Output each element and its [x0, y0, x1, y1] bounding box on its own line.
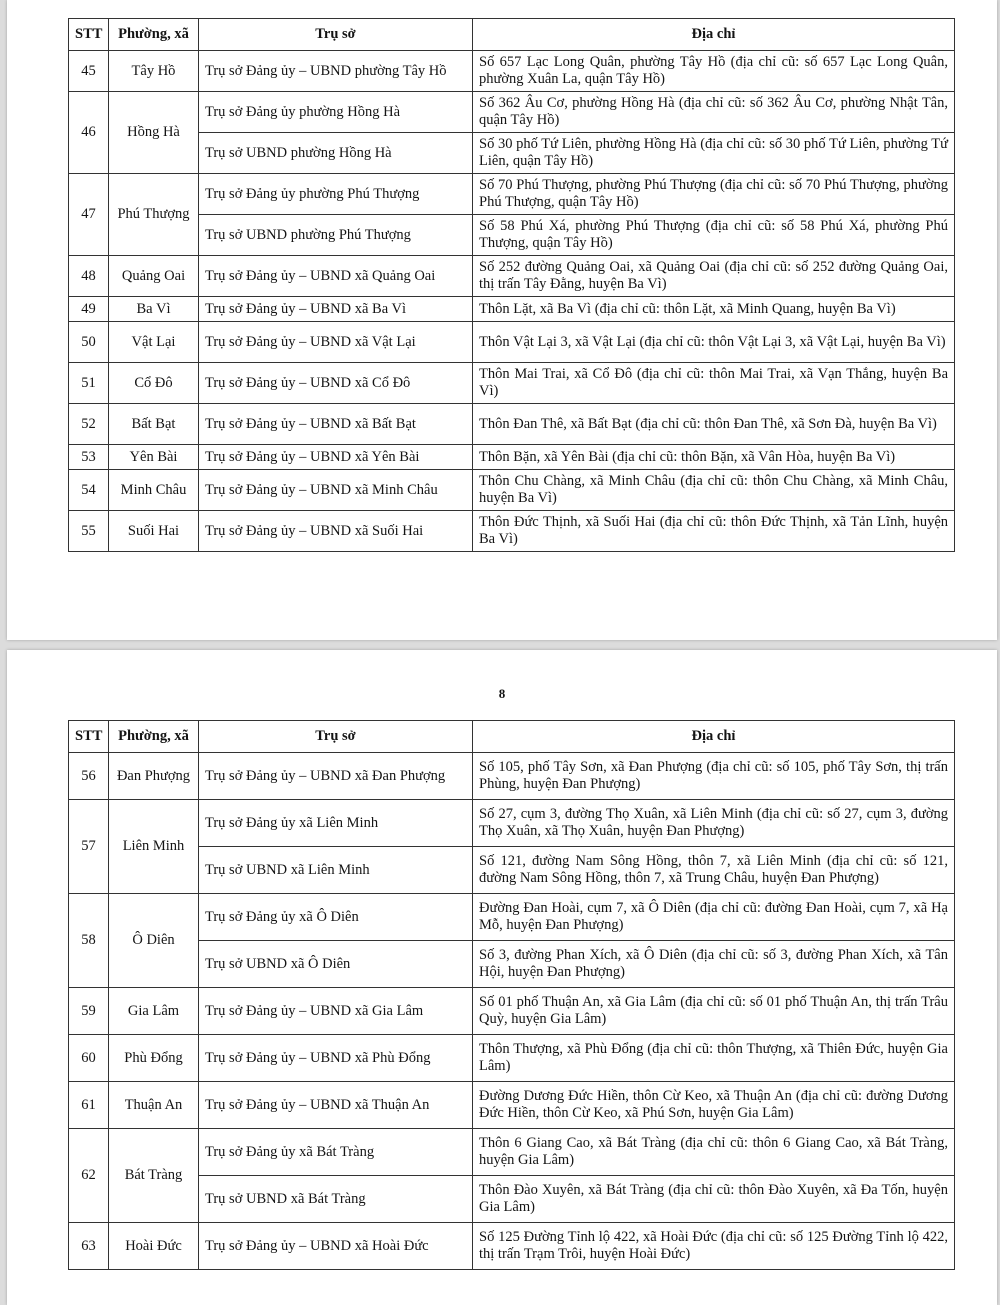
row-stt: 45: [69, 51, 109, 92]
row-ward: Quảng Oai: [109, 256, 199, 297]
table-row: [69, 322, 955, 363]
table-body-page-2: [69, 753, 955, 1270]
row-address: Thôn Bặn, xã Yên Bài (địa chỉ cũ: thôn Bặn, xã Vân Hòa, huyện Ba Vì): [473, 445, 955, 470]
row-ward: Hồng Hà: [109, 92, 199, 174]
row-address: Thôn Mai Trai, xã Cổ Đô (địa chỉ cũ: thôn Mai Trai, xã Vạn Thắng, huyện Ba Vì): [473, 363, 955, 404]
table-body-page-1: [69, 51, 955, 552]
row-address: Số 252 đường Quảng Oai, xã Quảng Oai (địa chỉ cũ: số 252 đường Quảng Oai, thị trấn Tây Đằng, huyện Ba Vì): [473, 256, 955, 297]
table-row: [69, 753, 955, 800]
row-ward: Cổ Đô: [109, 363, 199, 404]
header-office: Trụ sở: [199, 19, 473, 51]
row-office: Trụ sở Đảng ủy – UBND xã Cổ Đô: [199, 363, 473, 404]
table-row: [69, 297, 955, 322]
table-row: [69, 511, 955, 552]
row-office: Trụ sở UBND phường Phú Thượng: [199, 215, 473, 256]
row-office: Trụ sở Đảng ủy xã Ô Diên: [199, 894, 473, 941]
row-stt: 58: [69, 894, 109, 988]
table-row: [69, 800, 955, 847]
table-row: [69, 256, 955, 297]
table-row: [69, 894, 955, 941]
row-stt: 57: [69, 800, 109, 894]
row-stt: 47: [69, 174, 109, 256]
row-ward: Gia Lâm: [109, 988, 199, 1035]
table-row: [69, 941, 955, 988]
row-ward: Bất Bạt: [109, 404, 199, 445]
table-row: [69, 404, 955, 445]
table-row: [69, 1129, 955, 1176]
row-address: Thôn Chu Chàng, xã Minh Châu (địa chỉ cũ: thôn Chu Chàng, xã Minh Châu, huyện Ba Vì): [473, 470, 955, 511]
row-office: Trụ sở UBND xã Liên Minh: [199, 847, 473, 894]
row-address: Thôn Đức Thịnh, xã Suối Hai (địa chỉ cũ: thôn Đức Thịnh, xã Tản Lĩnh, huyện Ba Vì): [473, 511, 955, 552]
row-address: Số 70 Phú Thượng, phường Phú Thượng (địa chỉ cũ: số 70 Phú Thượng, phường Phú Thượng, quận Tây Hồ): [473, 174, 955, 215]
row-address: Số 30 phố Tứ Liên, phường Hồng Hà (địa chỉ cũ: số 30 phố Tứ Liên, phường Tứ Liên, quận Tây Hồ): [473, 133, 955, 174]
row-ward: Phù Đổng: [109, 1035, 199, 1082]
table-row: [69, 215, 955, 256]
table-row: [69, 92, 955, 133]
row-ward: Bát Tràng: [109, 1129, 199, 1223]
row-ward: Suối Hai: [109, 511, 199, 552]
row-office: Trụ sở UBND phường Hồng Hà: [199, 133, 473, 174]
header-stt: STT: [69, 19, 109, 51]
table-row: [69, 1082, 955, 1129]
row-office: Trụ sở UBND xã Ô Diên: [199, 941, 473, 988]
row-address: Thôn Thượng, xã Phù Đổng (địa chỉ cũ: thôn Thượng, xã Thiên Đức, huyện Gia Lâm): [473, 1035, 955, 1082]
table-row: [69, 847, 955, 894]
row-stt: 53: [69, 445, 109, 470]
row-address: Đường Đan Hoài, cụm 7, xã Ô Diên (địa chỉ cũ: đường Đan Hoài, cụm 7, xã Hạ Mỗ, huyện Đan Phượng): [473, 894, 955, 941]
row-office: Trụ sở Đảng ủy xã Bát Tràng: [199, 1129, 473, 1176]
table-row: [69, 1035, 955, 1082]
row-address: Thôn Đào Xuyên, xã Bát Tràng (địa chỉ cũ: thôn Đào Xuyên, xã Đa Tốn, huyện Gia Lâm): [473, 1176, 955, 1223]
header-office: Trụ sở: [199, 721, 473, 753]
row-ward: Ô Diên: [109, 894, 199, 988]
row-address: Số 657 Lạc Long Quân, phường Tây Hồ (địa chỉ cũ: số 657 Lạc Long Quân, phường Xuân La, quận Tây Hồ): [473, 51, 955, 92]
page-number: 8: [498, 686, 506, 701]
row-stt: 54: [69, 470, 109, 511]
header-address: Địa chỉ: [473, 19, 955, 51]
table-row: [69, 1176, 955, 1223]
table-row: [69, 470, 955, 511]
table-row: [69, 363, 955, 404]
row-stt: 55: [69, 511, 109, 552]
row-office: Trụ sở Đảng ủy – UBND xã Đan Phượng: [199, 753, 473, 800]
row-ward: Ba Vì: [109, 297, 199, 322]
row-address: Thôn 6 Giang Cao, xã Bát Tràng (địa chỉ cũ: thôn 6 Giang Cao, xã Bát Tràng, huyện Gia Lâm): [473, 1129, 955, 1176]
row-address: Số 3, đường Phan Xích, xã Ô Diên (địa chỉ cũ: số 3, đường Phan Xích, xã Tân Hội, huyện Đan Phượng): [473, 941, 955, 988]
row-address: Số 105, phố Tây Sơn, xã Đan Phượng (địa chỉ cũ: số 105, phố Tây Sơn, thị trấn Phùng, huyện Đan Phượng): [473, 753, 955, 800]
row-ward: Thuận An: [109, 1082, 199, 1129]
table-header-row: [69, 721, 955, 753]
header-ward: Phường, xã: [109, 721, 199, 753]
row-office: Trụ sở Đảng ủy – UBND xã Vật Lại: [199, 322, 473, 363]
row-ward: Tây Hồ: [109, 51, 199, 92]
row-ward: Vật Lại: [109, 322, 199, 363]
row-office: Trụ sở Đảng ủy – UBND xã Quảng Oai: [199, 256, 473, 297]
row-ward: Hoài Đức: [109, 1223, 199, 1270]
table-row: [69, 445, 955, 470]
header-address: Địa chỉ: [473, 721, 955, 753]
row-office: Trụ sở Đảng ủy – UBND xã Phù Đổng: [199, 1035, 473, 1082]
address-table-page-2: [68, 720, 955, 1270]
table-row: [69, 988, 955, 1035]
row-stt: 46: [69, 92, 109, 174]
row-office: Trụ sở Đảng ủy – UBND xã Ba Vì: [199, 297, 473, 322]
row-stt: 50: [69, 322, 109, 363]
row-address: Thôn Đan Thê, xã Bất Bạt (địa chỉ cũ: thôn Đan Thê, xã Sơn Đà, huyện Ba Vì): [473, 404, 955, 445]
row-office: Trụ sở Đảng ủy – UBND xã Gia Lâm: [199, 988, 473, 1035]
row-stt: 56: [69, 753, 109, 800]
row-stt: 49: [69, 297, 109, 322]
row-ward: Liên Minh: [109, 800, 199, 894]
row-office: Trụ sở Đảng ủy – UBND xã Yên Bài: [199, 445, 473, 470]
table-header-row: [69, 19, 955, 51]
row-address: Số 121, đường Nam Sông Hồng, thôn 7, xã Liên Minh (địa chỉ cũ: số 121, đường Nam Sông Hồng, thôn 7, xã Trung Châu, huyện Đan Phượng): [473, 847, 955, 894]
row-office: Trụ sở Đảng ủy – UBND phường Tây Hồ: [199, 51, 473, 92]
row-office: Trụ sở Đảng ủy – UBND xã Minh Châu: [199, 470, 473, 511]
header-ward: Phường, xã: [109, 19, 199, 51]
row-stt: 62: [69, 1129, 109, 1223]
row-office: Trụ sở Đảng ủy – UBND xã Hoài Đức: [199, 1223, 473, 1270]
row-office: Trụ sở Đảng ủy – UBND xã Suối Hai: [199, 511, 473, 552]
row-ward: Minh Châu: [109, 470, 199, 511]
row-stt: 48: [69, 256, 109, 297]
row-office: Trụ sở Đảng ủy phường Hồng Hà: [199, 92, 473, 133]
table-row: [69, 51, 955, 92]
row-office: Trụ sở Đảng ủy – UBND xã Bất Bạt: [199, 404, 473, 445]
row-stt: 60: [69, 1035, 109, 1082]
row-stt: 61: [69, 1082, 109, 1129]
row-address: Thôn Lặt, xã Ba Vì (địa chỉ cũ: thôn Lặt, xã Minh Quang, huyện Ba Vì): [473, 297, 955, 322]
row-stt: 51: [69, 363, 109, 404]
table-row: [69, 133, 955, 174]
row-office: Trụ sở Đảng ủy – UBND xã Thuận An: [199, 1082, 473, 1129]
row-address: Số 58 Phú Xá, phường Phú Thượng (địa chỉ cũ: số 58 Phú Xá, phường Phú Thượng, quận Tây Hồ): [473, 215, 955, 256]
table-row: [69, 174, 955, 215]
header-stt: STT: [69, 721, 109, 753]
row-stt: 52: [69, 404, 109, 445]
row-stt: 63: [69, 1223, 109, 1270]
row-address: Số 362 Âu Cơ, phường Hồng Hà (địa chỉ cũ: số 362 Âu Cơ, phường Nhật Tân, quận Tây Hồ): [473, 92, 955, 133]
document-page-2: [7, 650, 997, 1305]
row-ward: Phú Thượng: [109, 174, 199, 256]
row-ward: Đan Phượng: [109, 753, 199, 800]
row-office: Trụ sở Đảng ủy phường Phú Thượng: [199, 174, 473, 215]
row-address: Thôn Vật Lại 3, xã Vật Lại (địa chỉ cũ: thôn Vật Lại 3, xã Vật Lại, huyện Ba Vì): [473, 322, 955, 363]
row-address: Đường Dương Đức Hiền, thôn Cừ Keo, xã Thuận An (địa chỉ cũ: đường Dương Đức Hiền, thôn Cừ Keo, xã Phú Sơn, huyện Gia Lâm): [473, 1082, 955, 1129]
row-address: Số 27, cụm 3, đường Thọ Xuân, xã Liên Minh (địa chỉ cũ: số 27, cụm 3, đường Thọ Xuân, xã Thọ Xuân, huyện Đan Phượng): [473, 800, 955, 847]
row-ward: Yên Bài: [109, 445, 199, 470]
table-row: [69, 1223, 955, 1270]
document-page-1: [7, 0, 997, 640]
row-stt: 59: [69, 988, 109, 1035]
row-address: Số 01 phố Thuận An, xã Gia Lâm (địa chỉ cũ: số 01 phố Thuận An, thị trấn Trâu Quỳ, huyện Gia Lâm): [473, 988, 955, 1035]
row-office: Trụ sở Đảng ủy xã Liên Minh: [199, 800, 473, 847]
address-table-page-1: [68, 18, 955, 552]
row-address: Số 125 Đường Tỉnh lộ 422, xã Hoài Đức (địa chỉ cũ: số 125 Đường Tỉnh lộ 422, thị trấn Trạm Trôi, huyện Hoài Đức): [473, 1223, 955, 1270]
row-office: Trụ sở UBND xã Bát Tràng: [199, 1176, 473, 1223]
